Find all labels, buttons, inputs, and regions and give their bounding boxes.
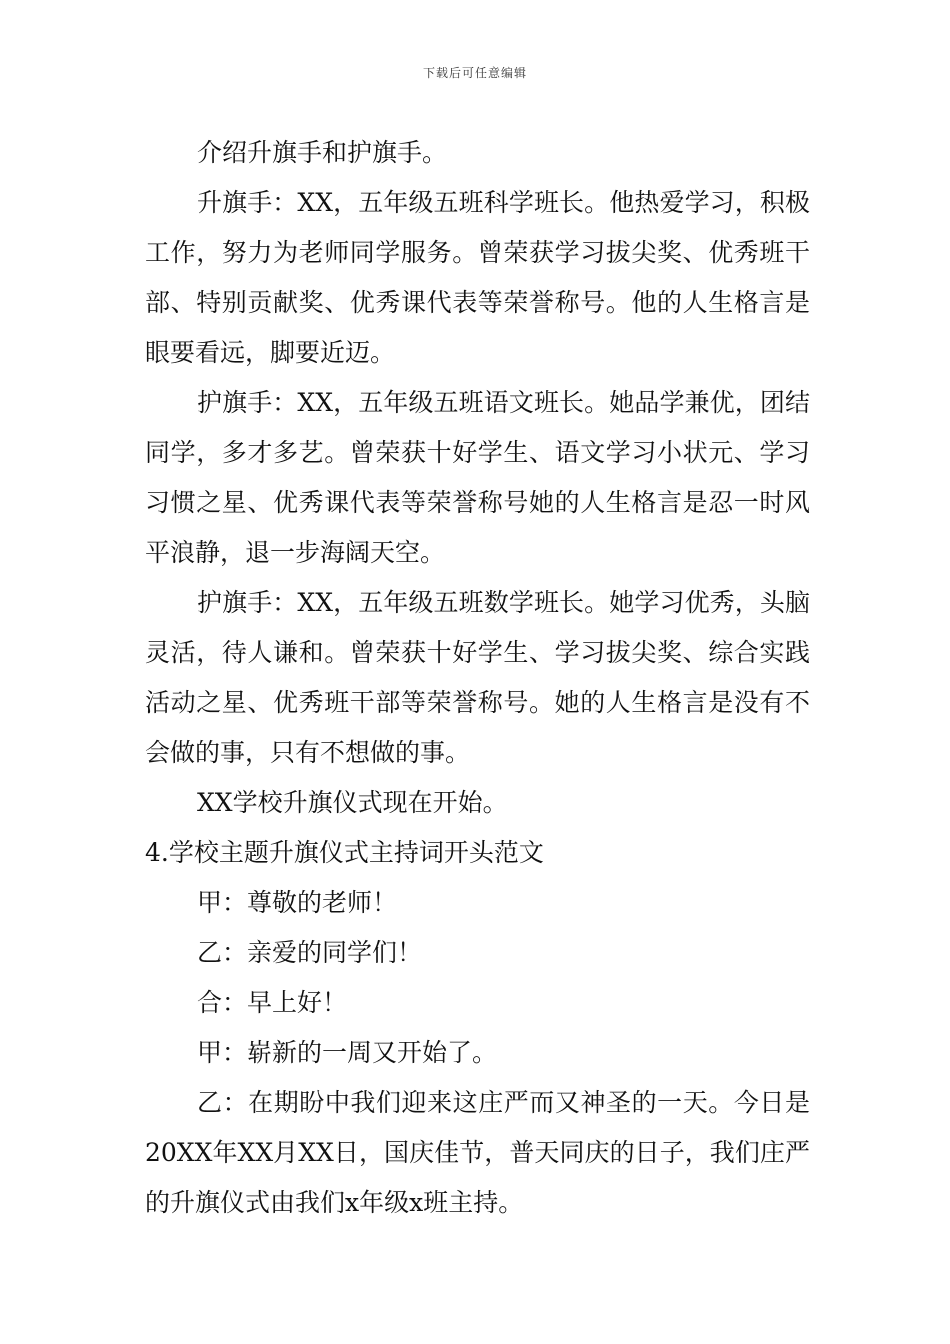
dialogue-line: 乙：在期盼中我们迎来这庄严而又神圣的一天。今日是20XX年XX月XX日，国庆佳节，普天同庆的日子，我们庄严的升旗仪式由我们x年级x班主持。 [145, 1088, 810, 1217]
paragraph-flag-guard-2: 护旗手：XX，五年级五班数学班长。她学习优秀，头脑灵活，待人谦和。曾荣获十好学生、学习拔尖奖、综合实践活动之星、优秀班干部等荣誉称号。她的人生格言是没有不会做的事，只有不想做的事。 [145, 588, 810, 767]
paragraph-flag-guard-1: 护旗手：XX，五年级五班语文班长。她品学兼优，团结同学，多才多艺。曾荣获十好学生、语文学习小状元、学习习惯之星、优秀课代表等荣誉称号她的人生格言是忍一时风平浪静，退一步海阔天空。 [145, 388, 810, 567]
paragraph-flag-raiser: 升旗手：XX，五年级五班科学班长。他热爱学习，积极工作，努力为老师同学服务。曾荣获学习拔尖奖、优秀班干部、特别贡献奖、优秀课代表等荣誉称号。他的人生格言是眼要看远，脚要近迈。 [145, 188, 810, 367]
dialogue-line: 合：早上好！ [197, 988, 348, 1017]
dialogue-line: 甲：崭新的一周又开始了。 [197, 1038, 498, 1067]
document-body [145, 128, 810, 1228]
paragraph-intro: 介绍升旗手和护旗手。 [197, 138, 448, 167]
dialogue-line: 甲：尊敬的老师！ [197, 888, 398, 917]
dialogue-line: 乙：亲爱的同学们！ [197, 938, 423, 967]
section-heading: 4.学校主题升旗仪式主持词开头范文 [145, 838, 544, 867]
paragraph-ceremony-start: XX学校升旗仪式现在开始。 [197, 788, 508, 817]
page-header: 下载后可任意编辑 [422, 66, 527, 80]
